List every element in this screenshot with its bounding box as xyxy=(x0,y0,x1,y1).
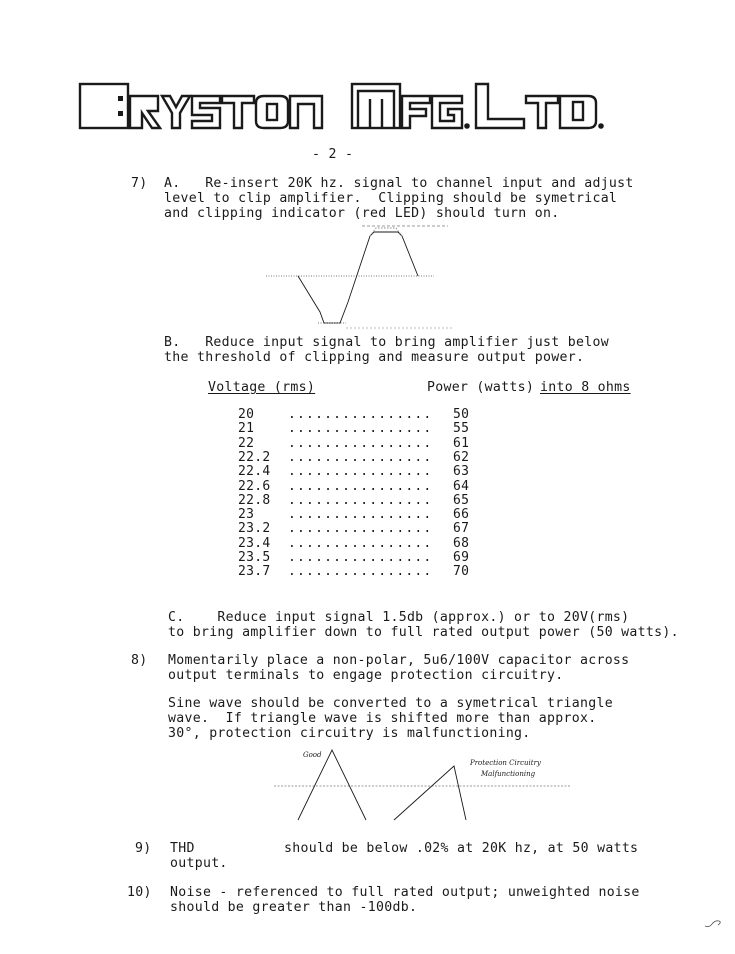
label-good: Good xyxy=(303,751,322,759)
table-header-voltage: Voltage (rms) xyxy=(208,380,316,395)
handwritten-mark xyxy=(704,918,724,930)
step-7b-line-1: B. Reduce input signal to bring amplifier just below xyxy=(164,335,609,350)
label-bad-2: Malfunctioning xyxy=(481,770,536,778)
step-8-number: 8) xyxy=(131,653,148,668)
table-cell-power: 61 xyxy=(453,435,470,451)
table-cell-power: 70 xyxy=(453,564,470,580)
logo-graphic xyxy=(78,81,678,131)
table-cell-voltage: 22.4 xyxy=(238,464,271,480)
step-8-line-1: Momentarily place a non-polar, 5u6/100V capacitor across xyxy=(168,653,630,668)
page-number: - 2 - xyxy=(312,147,354,162)
step-10-line-1: Noise - referenced to full rated output; unweighted noise xyxy=(170,885,640,900)
table-row xyxy=(238,479,478,493)
table-cell-leader-dots: ................ xyxy=(288,564,433,580)
step-7a-line-1: A. Re-insert 20K hz. signal to channel input and adjust xyxy=(164,176,634,191)
table-header-power-suffix: into 8 ohms xyxy=(540,380,631,395)
step-9-number: 9) xyxy=(135,841,152,856)
triangle-wave-figure xyxy=(270,748,600,828)
table-cell-leader-dots: ................ xyxy=(288,521,433,537)
step-9-text-2: output. xyxy=(170,856,228,871)
table-row xyxy=(238,550,478,564)
table-row xyxy=(238,407,478,421)
table-cell-power: 50 xyxy=(453,407,470,422)
table-cell-power: 62 xyxy=(453,449,470,465)
table-row xyxy=(238,507,478,521)
table-cell-voltage: 23.2 xyxy=(238,521,271,537)
table-cell-power: 69 xyxy=(453,550,470,565)
table-cell-leader-dots: ................ xyxy=(288,421,433,437)
table-cell-power: 68 xyxy=(453,535,470,551)
table-header-power: Power (watts) xyxy=(427,380,535,395)
table-cell-power: 66 xyxy=(453,507,470,523)
table-cell-voltage: 21 xyxy=(238,421,255,437)
step-8-line-5: 30°, protection circuitry is malfunctioning. xyxy=(168,726,531,741)
company-logo xyxy=(78,66,678,116)
table-cell-power: 67 xyxy=(453,521,470,537)
step-9-label: THD xyxy=(170,841,195,856)
step-10-line-2: should be greater than -100db. xyxy=(170,900,418,915)
clipped-sine-figure xyxy=(262,222,462,334)
table-cell-leader-dots: ................ xyxy=(288,492,433,508)
step-9-text: should be below .02% at 20K hz, at 50 watts xyxy=(284,841,639,856)
step-8-line-3: Sine wave should be converted to a symetrical triangle xyxy=(168,696,613,711)
step-8-line-2: output terminals to engage protection circuitry. xyxy=(168,668,564,683)
table-cell-leader-dots: ................ xyxy=(288,449,433,465)
table-cell-leader-dots: ................ xyxy=(288,464,433,480)
table-cell-leader-dots: ................ xyxy=(288,478,433,494)
table-row xyxy=(238,564,478,578)
table-cell-voltage: 20 xyxy=(238,407,255,422)
table-row xyxy=(238,421,478,435)
table-row xyxy=(238,536,478,550)
step-7b-line-2: the threshold of clipping and measure output power. xyxy=(164,350,585,365)
table-cell-leader-dots: ................ xyxy=(288,550,433,565)
table-row xyxy=(238,521,478,535)
table-row xyxy=(238,493,478,507)
table-cell-voltage: 23.5 xyxy=(238,550,271,565)
table-cell-voltage: 23.4 xyxy=(238,535,271,551)
table-row xyxy=(238,436,478,450)
table-cell-power: 55 xyxy=(453,421,470,437)
step-7a-line-3: and clipping indicator (red LED) should turn on. xyxy=(164,206,560,221)
table-cell-voltage: 22.2 xyxy=(238,449,271,465)
table-cell-power: 64 xyxy=(453,478,470,494)
table-cell-voltage: 23 xyxy=(238,507,255,523)
label-bad-1: Protection Circuitry xyxy=(470,759,541,767)
table-row xyxy=(238,450,478,464)
table-cell-voltage: 22 xyxy=(238,435,255,451)
table-cell-power: 65 xyxy=(453,492,470,508)
step-7a-line-2: level to clip amplifier. Clipping should be symetrical xyxy=(164,191,618,206)
table-cell-leader-dots: ................ xyxy=(288,435,433,451)
table-cell-voltage: 23.7 xyxy=(238,564,271,580)
table-cell-leader-dots: ................ xyxy=(288,507,433,523)
table-cell-power: 63 xyxy=(453,464,470,480)
step-7c-line-1: C. Reduce input signal 1.5db (approx.) or to 20V(rms) xyxy=(168,610,630,625)
table-cell-voltage: 22.8 xyxy=(238,492,271,508)
step-7-number: 7) xyxy=(131,176,148,191)
table-cell-voltage: 22.6 xyxy=(238,478,271,494)
table-row xyxy=(238,464,478,478)
step-7c-line-2: to bring amplifier down to full rated output power (50 watts). xyxy=(168,625,679,640)
table-cell-leader-dots: ................ xyxy=(288,407,433,422)
step-8-line-4: wave. If triangle wave is shifted more than approx. xyxy=(168,711,597,726)
table-cell-leader-dots: ................ xyxy=(288,535,433,551)
step-10-number: 10) xyxy=(127,885,152,900)
